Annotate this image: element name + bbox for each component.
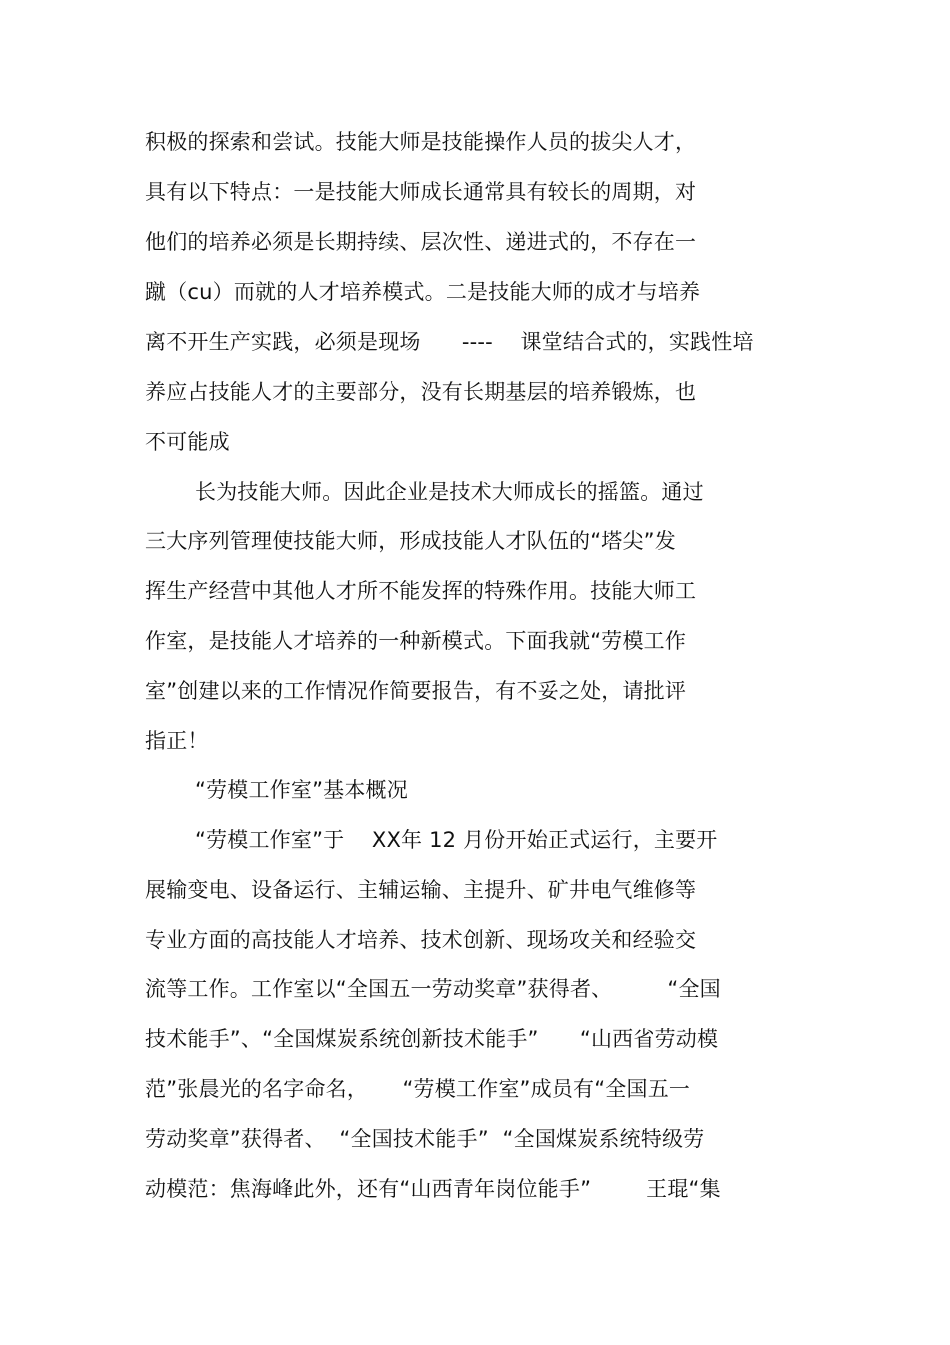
text-line-20: 范”张晨光的名字命名， “劳模工作室”成员有“全国五一 bbox=[145, 1077, 691, 1101]
text-line-9: 三大序列管理使技能大师，形成技能人才队伍的“塔尖”发 bbox=[145, 529, 676, 553]
text-line-3: 他们的培养必须是长期持续、层次性、递进式的，不存在一 bbox=[145, 230, 697, 254]
text-line-18: 流等工作。工作室以“全国五一劳动奖章”获得者、 “全国 bbox=[145, 977, 721, 1001]
text-line-16: 展输变电、设备运行、主辅运输、主提升、矿井电气维修等 bbox=[145, 878, 697, 902]
text-line-19: 技术能手”、“全国煤炭系统创新技术能手” “山西省劳动模 bbox=[145, 1027, 719, 1051]
section-heading: “劳模工作室”基本概况 bbox=[195, 778, 408, 802]
text-line-11: 作室，是技能人才培养的一种新模式。下面我就“劳模工作 bbox=[145, 629, 687, 653]
text-line-1: 积极的探索和尝试。技能大师是技能操作人员的拔尖人才， bbox=[145, 130, 697, 154]
text-line-13: 指正！ bbox=[145, 729, 209, 753]
text-line-4: 蹴（cu）而就的人才培养模式。二是技能大师的成才与培养 bbox=[145, 280, 701, 304]
text-line-21: 劳动奖章”获得者、 “全国技术能手” “全国煤炭系统特级劳 bbox=[145, 1127, 705, 1151]
text-line-8: 长为技能大师。因此企业是技术大师成长的摇篮。通过 bbox=[195, 480, 704, 504]
text-line-17: 专业方面的高技能人才培养、技术创新、现场攻关和经验交 bbox=[145, 928, 697, 952]
text-line-6: 养应占技能人才的主要部分，没有长期基层的培养锻炼，也 bbox=[145, 380, 697, 404]
text-line-2: 具有以下特点：一是技能大师成长通常具有较长的周期，对 bbox=[145, 180, 697, 204]
text-line-5: 离不开生产实践，必须是现场 ---- 课堂结合式的，实践性培 bbox=[145, 330, 754, 354]
text-line-7: 不可能成 bbox=[145, 430, 230, 454]
text-line-10: 挥生产经营中其他人才所不能发挥的特殊作用。技能大师工 bbox=[145, 579, 697, 603]
text-line-15: “劳模工作室”于 XX年 12 月份开始正式运行，主要开 bbox=[195, 828, 718, 852]
text-line-12: 室”创建以来的工作情况作简要报告，有不妥之处，请批评 bbox=[145, 679, 687, 703]
text-line-22: 动模范：焦海峰此外，还有“山西青年岗位能手” 王琨“集 bbox=[145, 1177, 721, 1201]
